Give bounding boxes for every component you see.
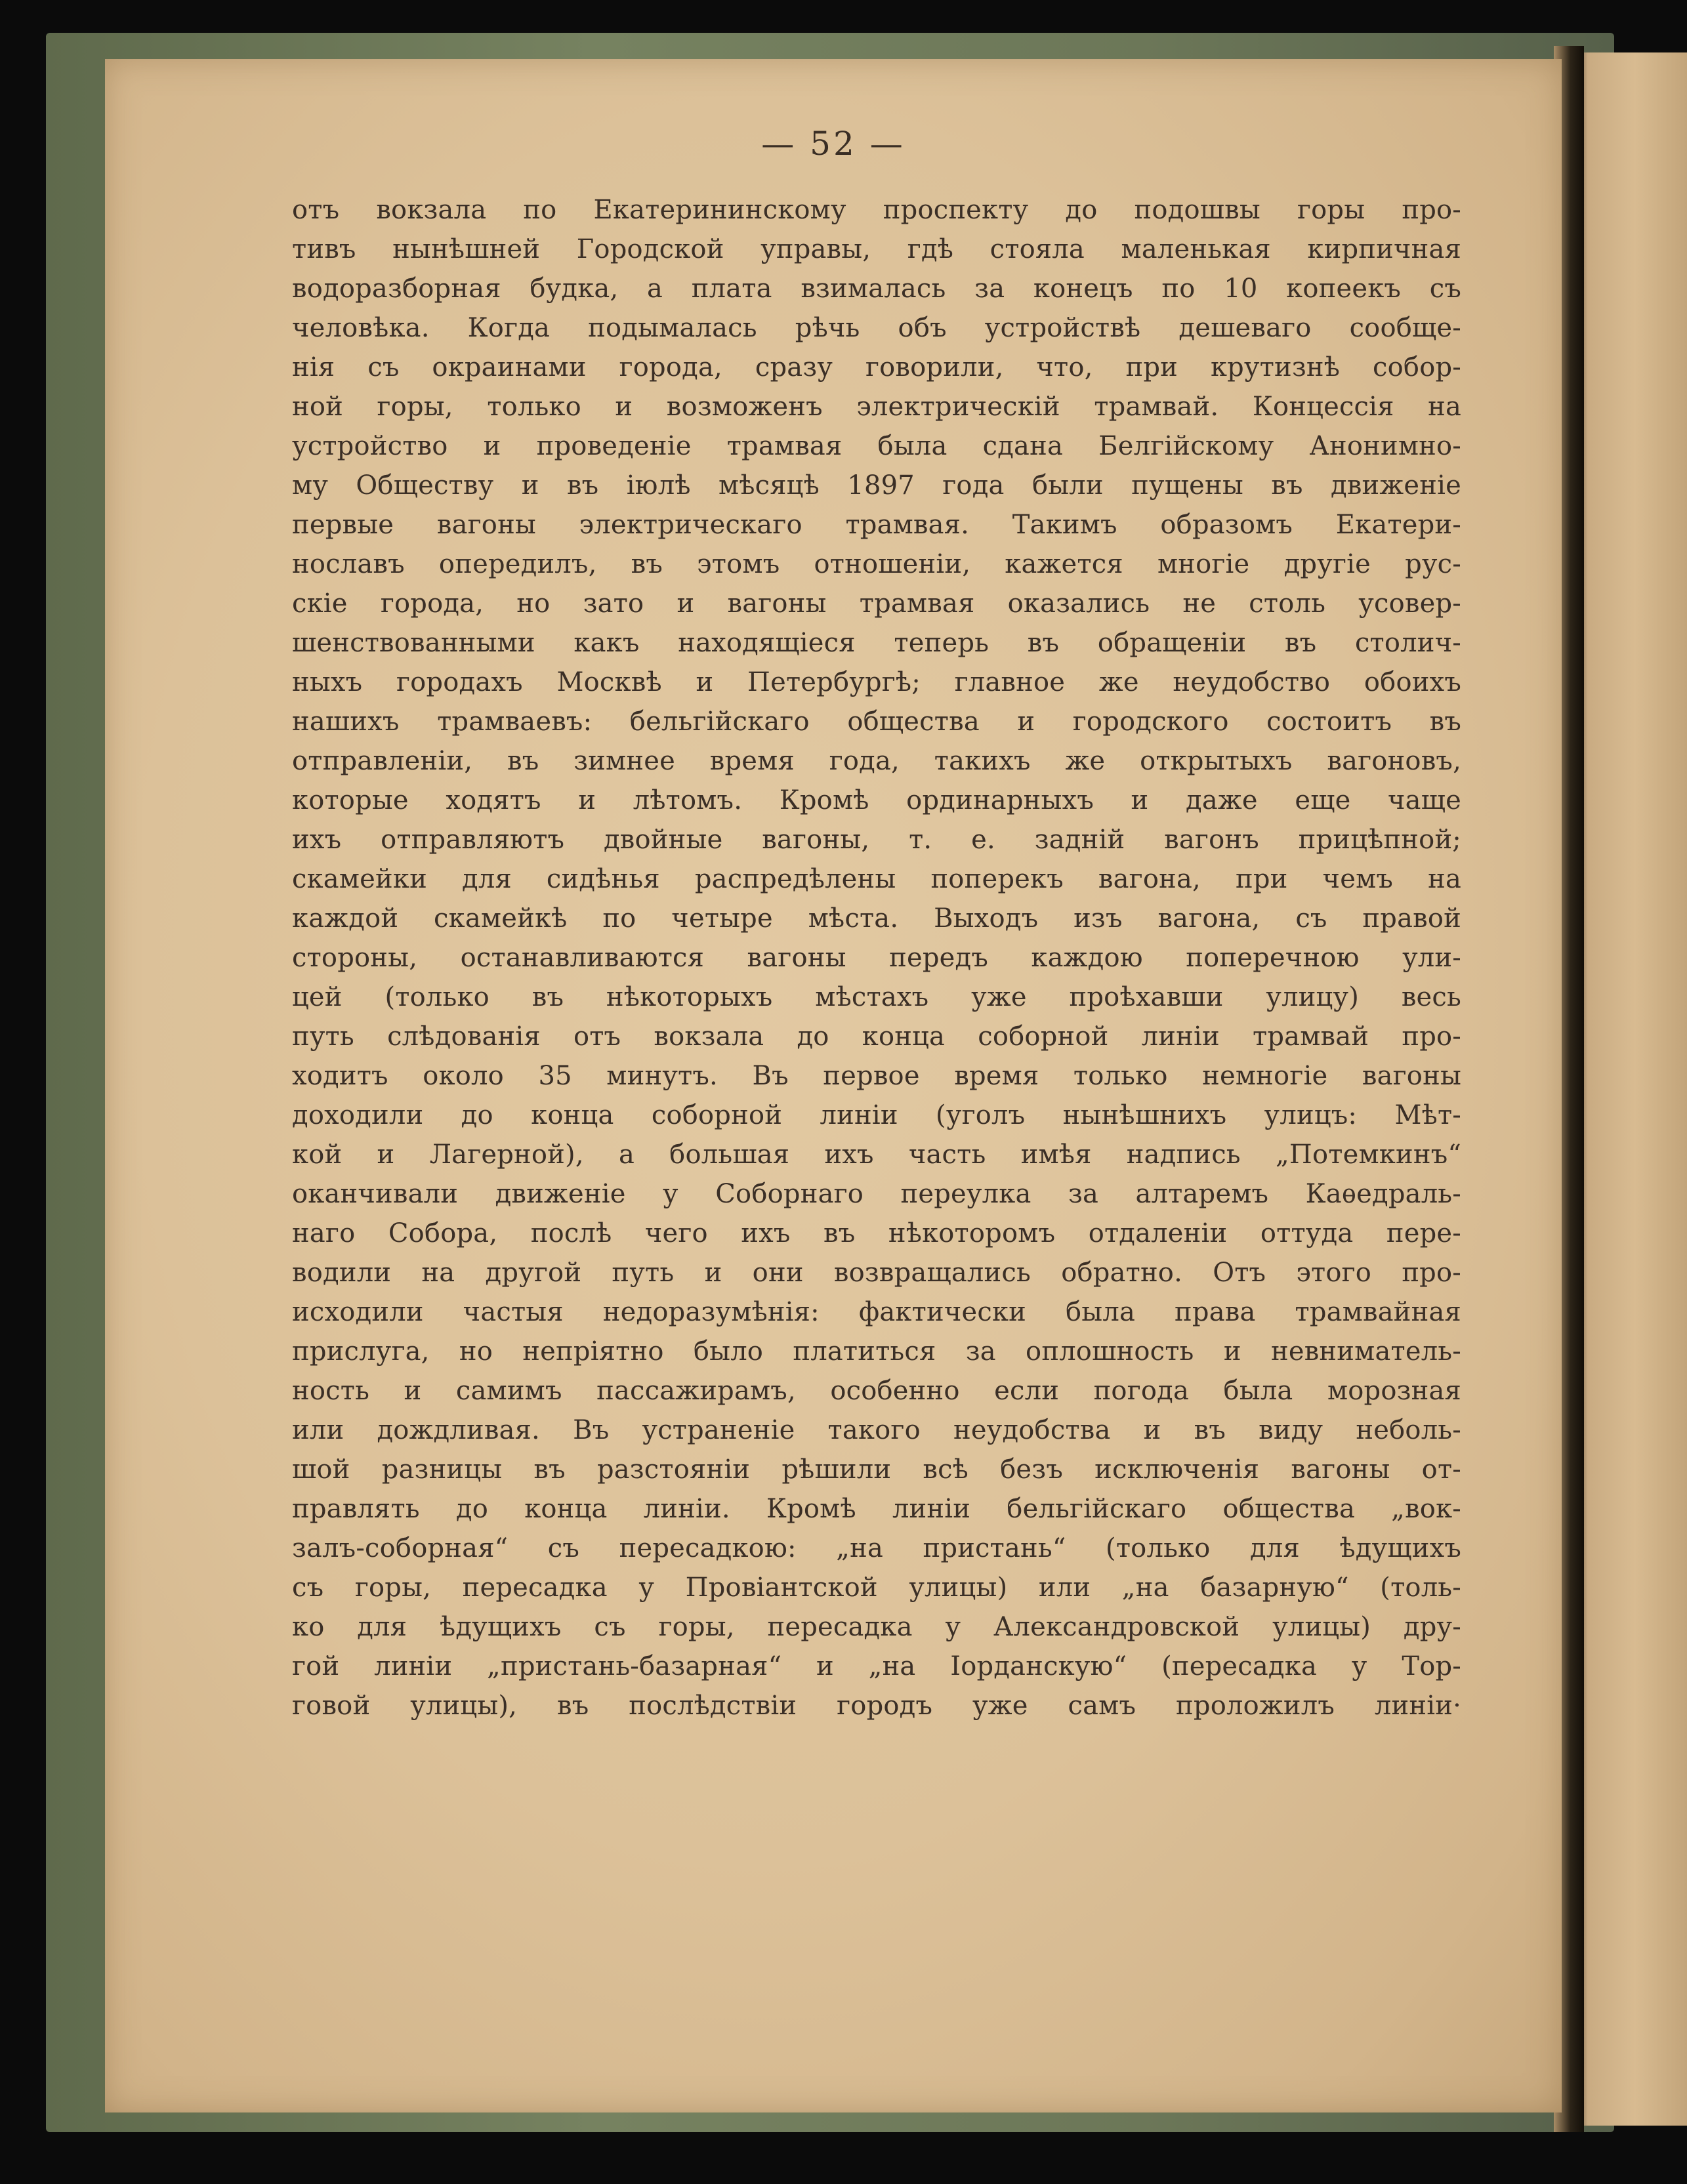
text-line: цей (только въ нѣкоторыхъ мѣстахъ уже проѣхавши улицу) весь [292,982,1461,1012]
text-line: нославъ опередилъ, въ этомъ отношеніи, кажется многіе другіе рус- [292,549,1461,579]
text-line: которые ходятъ и лѣтомъ. Кромѣ ординарныхъ и даже еще чаще [292,785,1461,815]
text-line: шой разницы въ разстояніи рѣшили всѣ безъ исключенія вагоны от- [292,1454,1461,1485]
text-line: нашихъ трамваевъ: бельгійскаго общества и городского состоитъ въ [292,707,1461,737]
text-line: скіе города, но зато и вагоны трамвая оказались не столь усовер- [292,588,1461,619]
text-line: тивъ нынѣшней Городской управы, гдѣ стояла маленькая кирпичная [292,234,1461,264]
text-line: первые вагоны электрическаго трамвая. Такимъ образомъ Екатери- [292,510,1461,540]
text-line: водоразборная будка, а плата взималась за конецъ по 10 копеекъ съ [292,274,1461,304]
text-line: гой линіи „пристань-базарная“ и „на Іорданскую“ (пересадка у Тор- [292,1651,1461,1681]
text-line: оканчивали движеніе у Соборнаго переулка за алтаремъ Каѳедраль- [292,1179,1461,1209]
text-line: наго Собора, послѣ чего ихъ въ нѣкоторомъ отдаленіи оттуда пере- [292,1218,1461,1248]
body-text [292,190,1461,1725]
text-line: каждой скамейкѣ по четыре мѣста. Выходъ изъ вагона, съ правой [292,903,1461,934]
text-line: шенствованными какъ находящіеся теперь въ обращеніи въ столич- [292,628,1461,658]
text-line: ко для ѣдущихъ съ горы, пересадка у Александровской улицы) дру- [292,1612,1461,1642]
text-line: водили на другой путь и они возвращались обратно. Отъ этого про- [292,1258,1461,1288]
text-line: съ горы, пересадка у Провіантской улицы) или „на базарную“ (толь- [292,1573,1461,1603]
text-line: ходитъ около 35 минутъ. Въ первое время только немногіе вагоны [292,1061,1461,1091]
text-line: человѣка. Когда подымалась рѣчь объ устройствѣ дешеваго сообще- [292,313,1461,343]
facing-page-edge [1572,52,1687,2126]
text-line: ность и самимъ пассажирамъ, особенно если погода была морозная [292,1376,1461,1406]
text-line: стороны, останавливаются вагоны передъ каждою поперечною ули- [292,943,1461,973]
text-line: прислуга, но непріятно было платиться за оплошность и невниматель- [292,1336,1461,1367]
page-number: — 52 — [761,125,906,163]
text-line: залъ-соборная“ съ пересадкою: „на пристань“ (только для ѣдущихъ [292,1533,1461,1563]
text-line: му Обществу и въ іюлѣ мѣсяцѣ 1897 года были пущены въ движеніе [292,470,1461,501]
text-line: доходили до конца соборной линіи (уголъ нынѣшнихъ улицъ: Мѣт- [292,1100,1461,1130]
text-line: отъ вокзала по Екатерининскому проспекту до подошвы горы про- [292,195,1461,225]
text-line: правлять до конца линіи. Кромѣ линіи бельгійскаго общества „вок- [292,1494,1461,1524]
text-line: ихъ отправляютъ двойные вагоны, т. е. задній вагонъ прицѣпной; [292,825,1461,855]
text-line: путь слѣдованія отъ вокзала до конца соборной линіи трамвай про- [292,1021,1461,1052]
text-line: ной горы, только и возможенъ электрическій трамвай. Концессія на [292,392,1461,422]
text-line: или дождливая. Въ устраненіе такого неудобства и въ виду неболь- [292,1415,1461,1445]
text-line: ныхъ городахъ Москвѣ и Петербургѣ; главное же неудобство обоихъ [292,667,1461,697]
text-line: устройство и проведеніе трамвая была сдана Белгійскому Анонимно- [292,431,1461,461]
text-line: скамейки для сидѣнья распредѣлены поперекъ вагона, при чемъ на [292,864,1461,894]
text-line: отправленіи, въ зимнее время года, такихъ же открытыхъ вагоновъ, [292,746,1461,776]
text-line: нія съ окраинами города, сразу говорили, что, при крутизнѣ собор- [292,352,1461,382]
book-page [105,59,1562,2112]
text-line: исходили частыя недоразумѣнія: фактически была права трамвайная [292,1297,1461,1327]
text-line: говой улицы), въ послѣдствіи городъ уже самъ проложилъ линіи· [292,1691,1461,1721]
text-line: кой и Лагерной), а большая ихъ часть имѣя надпись „Потемкинъ“ [292,1140,1461,1170]
